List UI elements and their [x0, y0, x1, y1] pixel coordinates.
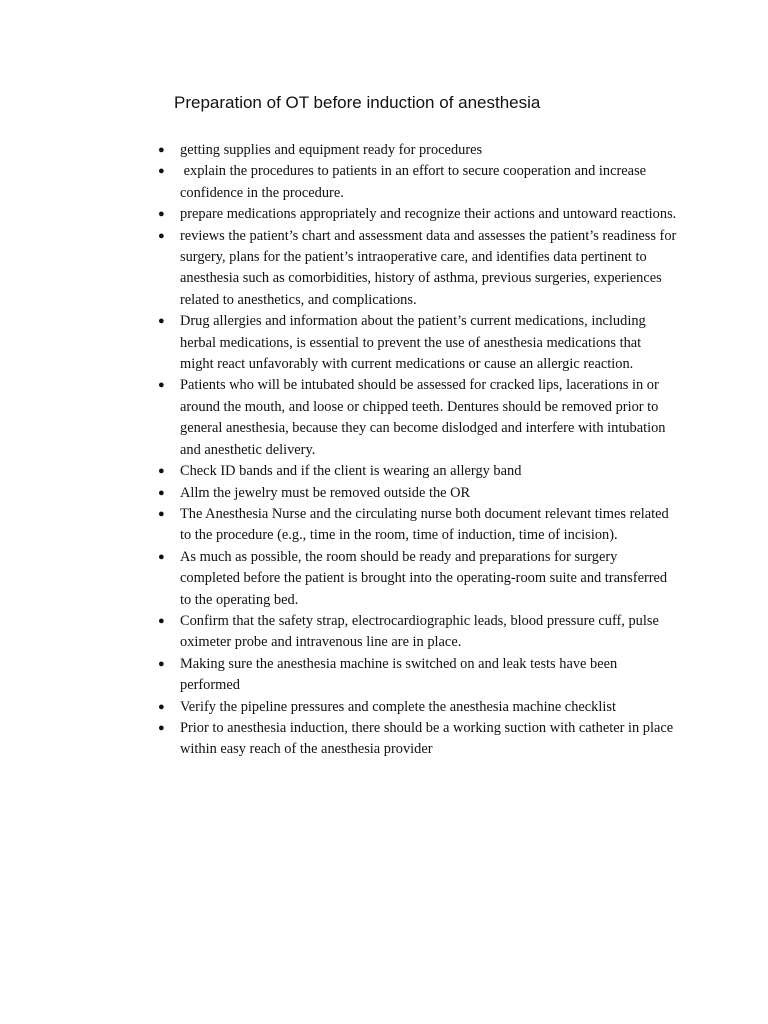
list-item-text: explain the procedures to patients in an effort to secure cooperation and increase confidence in the procedure.	[180, 163, 650, 201]
list-item-text: Confirm that the safety strap, electrocardiographic leads, blood pressure cuff, pulse oximeter probe and intravenous line are in place.	[180, 612, 663, 651]
list-item-text: As much as possible, the room should be ready and preparations for surgery completed before the patient is brought into the operating-room suite and transferred to the operating bed.	[180, 548, 671, 608]
list-item	[158, 461, 678, 482]
bullet-icon: ●	[158, 315, 165, 328]
list-item	[158, 504, 678, 547]
list-item	[158, 204, 678, 225]
bullet-icon: ●	[158, 144, 165, 156]
list-item	[158, 161, 678, 204]
bullet-icon: ●	[158, 229, 165, 242]
bullet-icon: ●	[158, 465, 165, 478]
list-item-text: Verify the pipeline pressures and complete the anesthesia machine checklist	[180, 698, 616, 715]
list-item	[158, 140, 678, 161]
list-item	[158, 483, 678, 504]
list-item-text: prepare medications appropriately and recognize their actions and untoward reactions.	[180, 206, 677, 223]
list-item	[158, 226, 678, 312]
list-item	[158, 375, 678, 461]
list-item-text: Check ID bands and if the client is wearing an allergy band	[180, 463, 522, 480]
list-item	[158, 547, 678, 611]
bullet-icon: ●	[158, 486, 165, 499]
list-item-text: Allm the jewelry must be removed outside the OR	[180, 484, 471, 501]
list-item-text: Making sure the anesthesia machine is switched on and leak tests have been performed	[180, 655, 621, 694]
page-title: Preparation of OT before induction of anesthesia	[174, 93, 541, 112]
list-item-text: Patients who will be intubated should be assessed for cracked lips, lacerations in or around the mouth, and loose or chipped teeth. Dentures should be removed prior to general anesthesia, because they can become dislodged and interfere with intubation and anesthetic delivery.	[180, 377, 670, 458]
bullet-icon: ●	[158, 379, 165, 392]
list-item-text: Prior to anesthesia induction, there should be a working suction with catheter in place within easy reach of the anesthesia provider	[180, 719, 677, 758]
bullet-icon: ●	[158, 614, 165, 627]
list-item-text: reviews the patient’s chart and assessment data and assesses the patient’s readiness for surgery, plans for the patient’s intraoperative care, and identifies data pertinent to anesthesia such as comorbidities, history of asthma, previous surgeries, experiences related to anesthetics, and complications.	[180, 227, 680, 308]
bullet-icon: ●	[158, 507, 165, 520]
list-item-text: The Anesthesia Nurse and the circulating nurse both document relevant times related to the procedure (e.g., time in the room, time of induction, time of incision).	[180, 505, 673, 544]
list-item	[158, 654, 678, 697]
list-item	[158, 697, 678, 718]
list-item	[158, 311, 678, 375]
bullet-icon: ●	[158, 165, 165, 178]
list-item	[158, 611, 678, 654]
bullet-icon: ●	[158, 700, 165, 713]
list-item-text: Drug allergies and information about the patient’s current medications, including herbal medications, is essential to prevent the use of anesthesia medications that might react unfavorably with current medications or cause an allergic reaction.	[180, 313, 650, 373]
bullet-icon: ●	[158, 657, 165, 670]
list-item-text: getting supplies and equipment ready for procedures	[180, 142, 483, 158]
bullet-list	[158, 140, 678, 761]
bullet-icon: ●	[158, 721, 165, 734]
bullet-icon: ●	[158, 550, 165, 563]
list-item	[158, 718, 678, 761]
bullet-icon: ●	[158, 208, 165, 221]
